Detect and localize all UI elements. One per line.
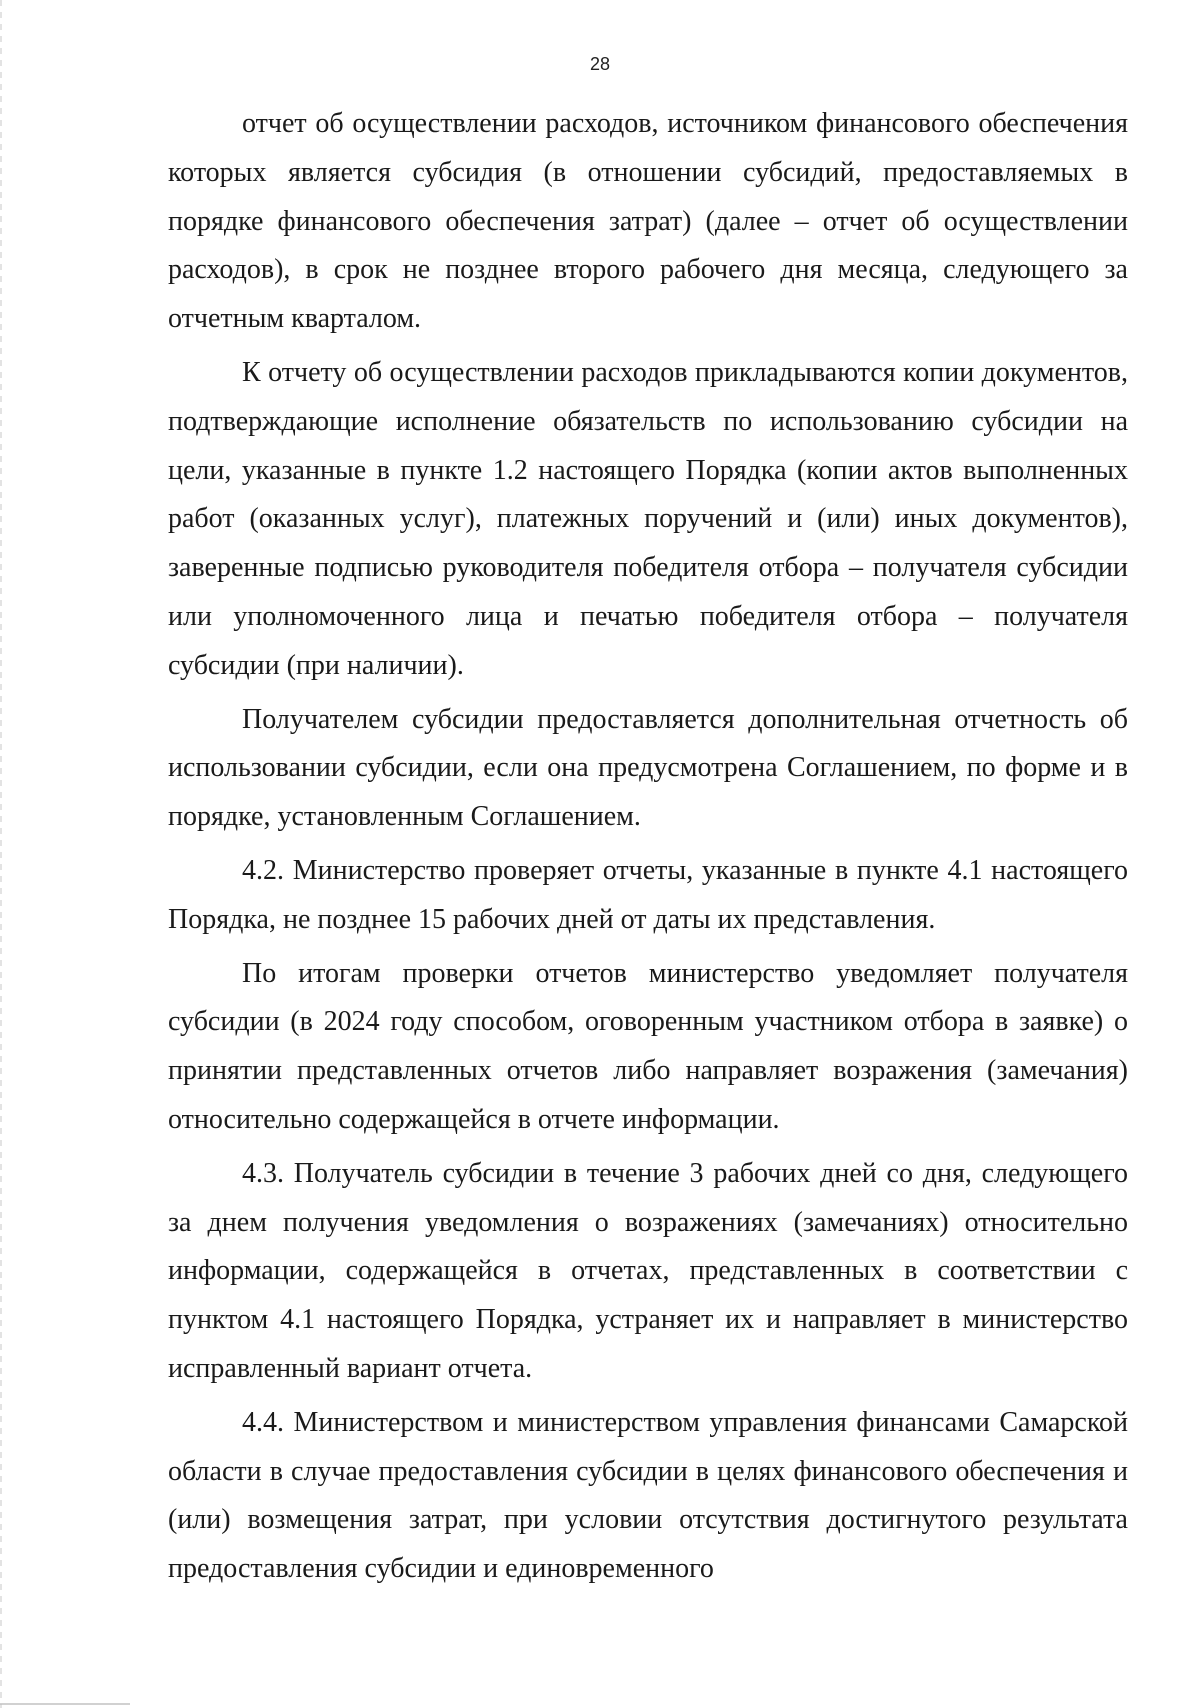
page-number: 28 [589, 54, 611, 74]
paragraph-4-4: 4.4. Министерством и министерством управления финансами Самарской области в случае предоставления субсидии в целях финансового обеспечения и (или) возмещения затрат, при условии отсутствия достигнутого результата предоставления субсидии и единовременного [168, 1406, 1128, 1585]
paragraph-additional-reporting: Получателем субсидии предоставляется дополнительная отчетность об использовании субсидии, если она предусмотрена Соглашением, по форме и в порядке, установленным Соглашением. [168, 703, 1128, 833]
scan-edge-bottom [0, 1703, 130, 1705]
paragraph-expense-report: отчет об осуществлении расходов, источником финансового обеспечения которых является субсидия (в отношении субсидий, предоставляемых в порядке финансового обеспечения затрат) (далее – отчет об осуществлении расходов), в срок не позднее второго рабочего дня месяца, следующего за отчетным кварталом. [168, 108, 1128, 335]
paragraph-report-attachments: К отчету об осуществлении расходов прикладываются копии документов, подтверждающие исполнение обязательств по использованию субсидии на цели, указанные в пункте 1.2 настоящего Порядка (копии актов выполненных работ (оказанных услуг), платежных поручений и (или) иных документов), заверенные подписью руководителя победителя отбора – получателя субсидии или уполномоченного лица и печатью победителя отбора – получателя субсидии (при наличии). [168, 356, 1128, 681]
paragraph-4-3: 4.3. Получатель субсидии в течение 3 рабочих дней со дня, следующего за днем получения уведомления о возражениях (замечаниях) относительно информации, содержащейся в отчетах, представленных в соответствии с пунктом 4.1 настоящего Порядка, устраняет их и направляет в министерство исправленный вариант отчета. [168, 1157, 1128, 1384]
document-body [168, 100, 1128, 1599]
scan-edge-left [0, 0, 2, 1708]
paragraph-review-results: По итогам проверки отчетов министерство уведомляет получателя субсидии (в 2024 году способом, оговоренным участником отбора в заявке) о принятии представленных отчетов либо направляет возражения (замечания) относительно содержащейся в отчете информации. [168, 957, 1128, 1135]
paragraph-4-2: 4.2. Министерство проверяет отчеты, указанные в пункте 4.1 настоящего Порядка, не позднее 15 рабочих дней от даты их представления. [168, 854, 1128, 935]
